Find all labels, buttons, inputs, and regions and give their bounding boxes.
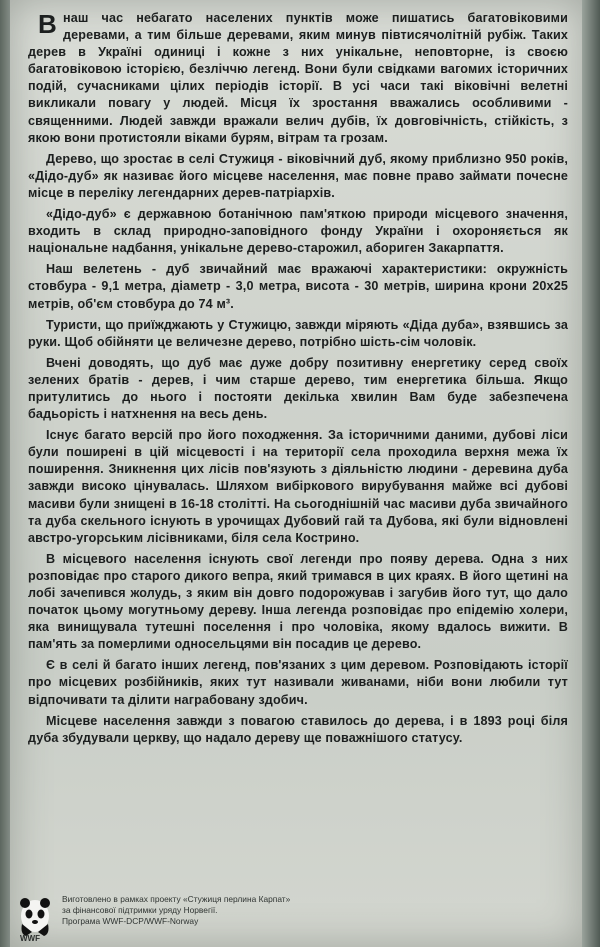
paragraph-church: Місцеве населення завжди з повагою ставилось до дерева, і в 1893 році біля дуба збудували церкву, що надало дереву ще поважнішого статусу. xyxy=(28,713,568,745)
sign-text xyxy=(28,10,568,751)
paragraph-legends: В місцевого населення існують свої легенди про появу дерева. Одна з них розповідає про старого дикого вепра, який тримався в цих краях. В його щетині на лобі зачепився жолудь, з яким він довго подорожував і загубив його тут, що дало початок цьому могутньому дереву. Інша легенда розповідає про епідемію холери, яка винищувала тутешні поселення і про чоловіка, якому вдалось вижити. В пам'ять за померлими односельцями він посадив це дерево. xyxy=(28,551,568,652)
paragraph-intro: В наш час небагато населених пунктів може пишатись багатовіковими деревами, а тим більше деревами, яким минув півтисячолітній рубіж. Таких дерев в Україні одиниці і кожне з них унікальне, неповторне, із своєю багатовіковою історією, безліччю легенд. Вони були свідками вагомих історичних подій, сучасниками цілих періодів історії. В усі часи такі віковічні велетні викликали повагу у людей. Місця їх зростання вважались особливими - священними. Людей завжди вражали велич дубів, їх довговічність, стійкість, з якою вони протистояли віками бурям, вітрам та грозам. xyxy=(28,9,568,145)
sign-footer xyxy=(18,890,558,947)
drop-cap: В xyxy=(38,9,57,39)
footer-line-program: Програма WWF-DCP/WWF-Norway xyxy=(62,916,199,926)
footer-line-funding: за фінансової підтримки уряду Норвегії. xyxy=(62,905,218,915)
wwf-logo-text: WWF xyxy=(20,934,40,943)
paragraph-origin: Існує багато версій про його походження. За історичними даними, дубові ліси були поширені в цій місцевості і на території села проходила верхня межа їх поширення. Зникнення цих лісів пов'язують з діяльністю людини - деревина дуба завжди високо цінувалась. Шляхом вибіркового вирубування майже всі дубові масиви були знищені в 16-18 столітті. На сьогоднішній час масиви дуба звичайного та дуба скельного існують в урочищах Дубовий гай та Дубова, які були відновлені австро-угорським лісівниками, біля села Кострино. xyxy=(28,428,568,545)
paragraph-tourists: Туристи, що приїжджають у Стужицю, завжди міряють «Діда дуба», взявшись за руки. Щоб обійняти це величезне дерево, потрібно шість-сім чоловік. xyxy=(28,317,568,349)
paragraph-oak-age: Дерево, що зростає в селі Стужиця - віковічний дуб, якому приблизно 950 років, «Дідо-дуб» як називає його місцеве населення, має повне право займати почесне місце в переліку легендарних дерев-патріархів. xyxy=(28,151,568,200)
info-sign-panel xyxy=(10,0,584,947)
sign-frame-right xyxy=(582,0,600,947)
footer-credits xyxy=(62,894,290,927)
paragraph-energy: Вчені доводять, що дуб має дуже добру позитивну енергетику серед своїх зелених братів - дерев, і чим старше дерево, тим енергетика більша. Якщо притулитись до нього і постояти декілька хвилин Вам буде забезпечена бадьорість і натхнення на весь день. xyxy=(28,355,568,422)
footer-line-project: Виготовлено в рамках проекту «Стужиця перлина Карпат» xyxy=(62,894,291,904)
paragraph-characteristics: Наш велетень - дуб звичайний має вражаючі характеристики: окружність стовбура - 9,1 метра, діаметр - 3,0 метра, висота - 30 метрів, ширина крони 20х25 метрів, об'єм стовбура до 74 м³. xyxy=(28,262,568,311)
paragraph-monument-status: «Дідо-дуб» є державною ботанічною пам'яткою природи місцевого значення, входить в склад природно-заповідного фонду України і охороняється як національне надбання, унікальне дерево-старожил, абориген Закарпаття. xyxy=(28,207,568,256)
paragraph-robbers: Є в селі й багато інших легенд, пов'язаних з цим деревом. Розповідають історії про місцевих розбійників, яких тут називали живанами, ніби вони любили тут відпочивати та ділити награбовану здобич. xyxy=(28,658,568,707)
